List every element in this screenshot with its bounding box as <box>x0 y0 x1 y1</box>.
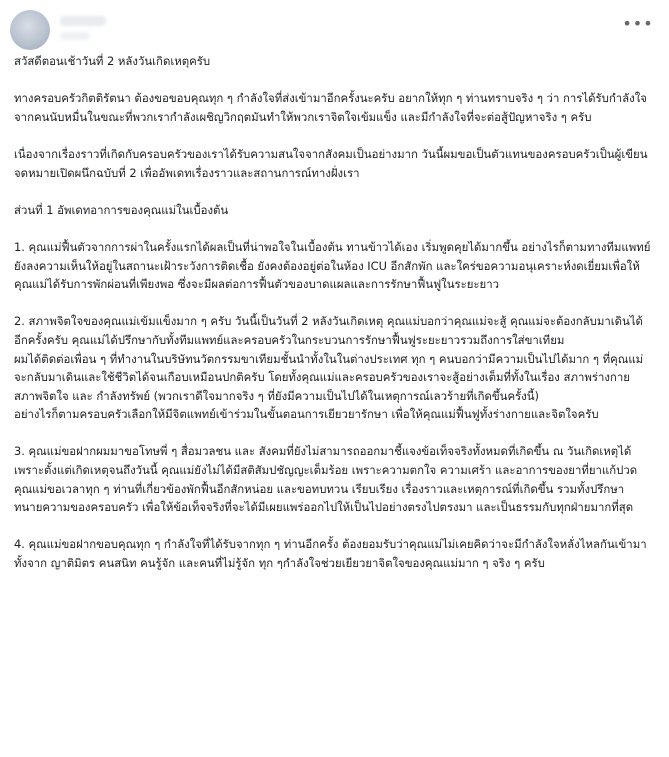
more-options-icon[interactable]: ••• <box>622 13 654 33</box>
post-header <box>8 8 655 52</box>
update-item-1: 1. คุณแม่ฟื้นตัวจากการผ่าในครั้งแรกได้ผลเป็นที่น่าพอใจในเบื้องต้น ทานข้าวได้เอง เริ่มพูดคุยได้มากขึ้น อย่างไรก็ตามทางทีมแพทย์ยังลงความเห็นให้อยู่ในสถานะเฝ้าระวังการติดเชื้อ ยังคงต้องอยู่ต่อในห้อง ICU อีกสักพัก และใคร่ขอความอนุเคราะห์งดเยี่ยมเพื่อให้คุณแม่ได้รับการพักผ่อนที่เพียงพอ ซึ่งจะมีผลต่อการฟื้นตัวของบาดแผลและการรักษาฟื้นฟูในระยะยาว <box>14 239 651 292</box>
update-item-3: 3. คุณแม่ขอฝากผมมาขอโทษพี่ ๆ สื่อมวลชน และ สังคมที่ยังไม่สามารถออกมาชี้แจงข้อเท็จจริงทั้งหมดที่เกิดขึ้น ณ วันเกิดเหตุได้ เพราะตั้งแต่เกิดเหตุจนถึงวันนี้ คุณแม่ยังไม่ได้มีสติสัมปชัญญะเต็มร้อย เพราะความตกใจ ความเศร้า และอาการของยาที่ยาแก้ปวด คุณแม่ขอเวลาทุก ๆ ท่านที่เกี่ยวข้องพักฟื้นอีกสักหน่อย และขอทบทวน เรียบเรียง เรื่องราวและเหตุการณ์ที่เกิดขึ้น รวมทั้งปรึกษาทนายความของครอบครัว เพื่อให้ข้อเท็จจริงที่จะได้มีเผยแพร่ออกไปให้เป็นไปอย่างตรงไปตรงมา และเป็นธรรมกับทุกฝ่ายมากที่สุด <box>14 444 638 515</box>
update-item-2-part-3: อย่างไรก็ตามครอบครัวเลือกให้มีจิตแพทย์เข้าร่วมในขั้นตอนการเยียวยารักษา เพื่อให้คุณแม่ฟื้นฟูทั้งร่างกายและจิตใจครับ <box>14 407 599 422</box>
author-name-redacted[interactable] <box>60 16 106 26</box>
update-item-2-part-2: ผมได้ติดต่อเพื่อน ๆ ที่ทำงานในบริษัทนวัตกรรมขาเทียมชั้นนำทั้งในในต่างประเทศ ทุก ๆ คนบอกว่ามีความเป็นไปได้มาก ๆ ที่คุณแม่จะกลับมาเดินและใช้ชีวิตได้จนเกือบเหมือนปกติครับ โดยทั้งคุณแม่และครอบครัวของเราจะสู้อย่างเต็มที่ทั้งในเรื่อง สภาพร่างกาย สภาพจิตใจ และ กำลังทรัพย์ (พวกเราดีใจมากจริง ๆ ที่ยังมีความเป็นไปได้ในเหตุการณ์เลวร้ายที่เกิดขึ้นครั้งนี้) <box>14 351 644 403</box>
update-item-4: 4. คุณแม่ขอฝากขอบคุณทุก ๆ กำลังใจที่ได้รับจากทุก ๆ ท่านอีกครั้ง ต้องยอมรับว่าคุณแม่ไม่เคยคิดว่าจะมีกำลังใจหลั่งไหลกันเข้ามา ทั้งจาก ญาติมิตร คนสนิท คนรู้จัก และคนที่ไม่รู้จัก ทุก ๆกำลังใจช่วยเยียวยาจิตใจของคุณแม่มาก ๆ จริง ๆ ครับ <box>14 537 647 571</box>
post-timestamp-redacted <box>60 32 90 40</box>
author-avatar[interactable] <box>10 10 50 50</box>
post-paragraph-thanks: ทางครอบครัวกิตติรัตนา ต้องขอขอบคุณทุก ๆ กำลังใจที่ส่งเข้ามาอีกครั้งนะครับ อยากให้ทุก ๆ ท่านทราบจริง ๆ ว่า การได้รับกำลังใจจากคนนับหมื่นในขณะที่พวกเรากำลังเผชิญวิกฤตมันทำให้พวกเราจิตใจเข้มแข็ง และมีกำลังใจที่จะต่อสู้ปัญหาจริง ๆ ครับ <box>14 91 647 124</box>
post-greeting: สวัสดีตอนเช้าวันที่ 2 หลังวันเกิดเหตุครับ <box>14 54 211 68</box>
post-body <box>8 52 655 573</box>
post-paragraph-intro: เนื่องจากเรื่องราวที่เกิดกับครอบครัวของเราได้รับความสนใจจากสังคมเป็นอย่างมาก วันนี้ผมขอเป็นตัวแทนของครอบครัวเป็นผู้เขียนจดหมายเปิดผนึกฉบับที่ 2 เพื่ออัพเดทเรื่องราวและสถานการณ์ทางฝั่งเรา <box>14 146 648 180</box>
update-item-2-part-1: 2. สภาพจิตใจของคุณแม่เข้มแข็งมาก ๆ ครับ วันนี้เป็นวันที่ 2 หลังวันเกิดเหตุ คุณแม่บอกว่าคุณแม่จะสู้ คุณแม่จะต้องกลับมาเดินได้อีกครั้งครับ คุณแม่ได้ปรึกษากับทั้งทีมแพทย์และครอบครัวในกระบวนการรักษาฟื้นฟูระยะยาวรวมถึงการใส่ขาเทียม <box>14 314 643 347</box>
section-heading: ส่วนที่ 1 อัพเดทอาการของคุณแม่ในเบื้องต้น <box>14 202 229 217</box>
